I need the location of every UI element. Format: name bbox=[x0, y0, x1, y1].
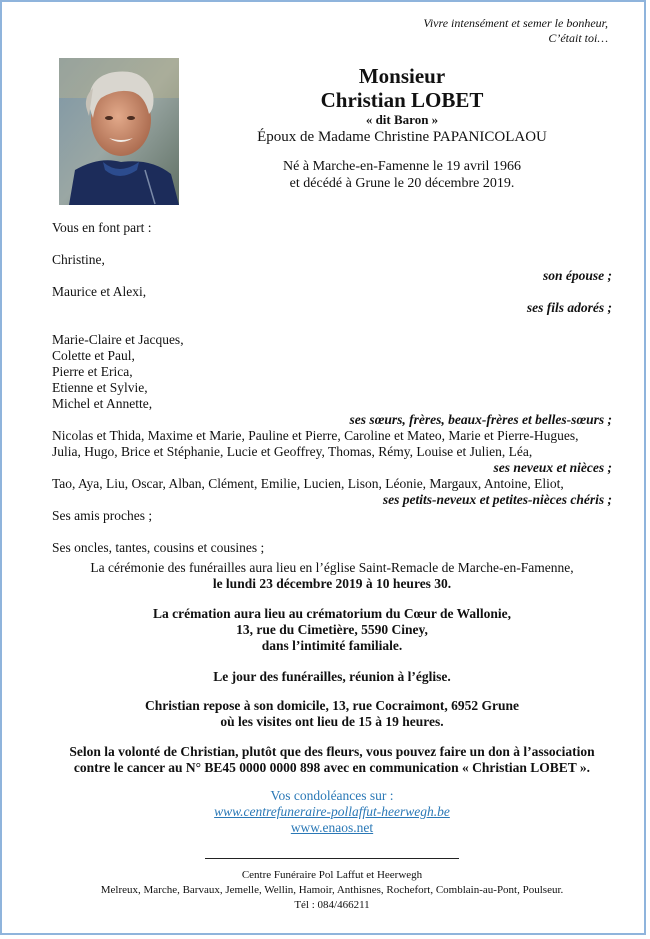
grand-nephews-relation: ses petits-neveux et petites-nièces chéris ; bbox=[382, 492, 612, 507]
nephews-line-2: Julia, Hugo, Brice et Stéphanie, Lucie et Geoffrey, Thomas, Rémy, Louise et Julien, Léa, bbox=[52, 444, 533, 459]
motto-line-2: C’était toi… bbox=[548, 31, 608, 45]
family-list bbox=[52, 220, 612, 556]
cremation-line-3: dans l’intimité familiale. bbox=[261, 638, 403, 653]
spouse-line: Époux de Madame Christine PAPANICOLAOU bbox=[257, 129, 547, 145]
honorific: Monsieur bbox=[358, 64, 446, 88]
donation-block bbox=[42, 744, 622, 776]
header bbox=[202, 64, 602, 192]
intro: Vous en font part : bbox=[52, 220, 152, 235]
spouse-relation: son épouse ; bbox=[542, 268, 612, 283]
funeral-home-link[interactable]: www.centrefuneraire-pollaffut-heerwegh.be bbox=[214, 804, 450, 819]
spouse-name: Christine, bbox=[52, 252, 105, 267]
friends-line: Ses amis proches ; bbox=[52, 508, 153, 523]
donation-line-1: Selon la volonté de Christian, plutôt que des fleurs, vous pouvez faire un don à l’association bbox=[69, 744, 595, 759]
rest-block bbox=[42, 698, 622, 730]
sibling-couple: Etienne et Sylvie, bbox=[52, 380, 148, 395]
siblings-relation: ses sœurs, frères, beaux-frères et belles-sœurs ; bbox=[349, 412, 612, 427]
rest-line-2: où les visites ont lieu de 15 à 19 heures. bbox=[220, 714, 444, 729]
footer-divider bbox=[205, 858, 459, 859]
meeting-text: Le jour des funérailles, réunion à l’église. bbox=[213, 669, 451, 684]
meeting-line bbox=[42, 669, 622, 685]
sibling-couple: Pierre et Erica, bbox=[52, 364, 133, 379]
funeral-home-locations: Melreux, Marche, Barvaux, Jemelle, Wellin, Hamoir, Anthisnes, Rochefort, Comblain-au-Pont, Poulseur. bbox=[100, 884, 564, 896]
funeral-home-name: Centre Funéraire Pol Laffut et Heerwegh bbox=[241, 869, 423, 881]
nephews-line-1: Nicolas et Thida, Maxime et Marie, Pauline et Pierre, Caroline et Mateo, Marie et Pierre-Hugues, bbox=[52, 428, 579, 443]
ceremony-line-1: La cérémonie des funérailles aura lieu en l’église Saint-Remacle de Marche-en-Famenne, bbox=[90, 560, 574, 575]
sibling-couple: Marie-Claire et Jacques, bbox=[52, 332, 184, 347]
funeral-home-phone: Tél : 084/466211 bbox=[294, 899, 370, 911]
cremation-line-2: 13, rue du Cimetière, 5590 Ciney, bbox=[236, 622, 428, 637]
motto bbox=[423, 16, 608, 46]
condolences-label: Vos condoléances sur : bbox=[270, 788, 394, 803]
nickname: « dit Baron » bbox=[365, 112, 439, 127]
motto-line-1: Vivre intensément et semer le bonheur, bbox=[423, 16, 608, 30]
rest-line-1: Christian repose à son domicile, 13, rue Cocraimont, 6952 Grune bbox=[145, 698, 519, 713]
uncles-line: Ses oncles, tantes, cousins et cousines ; bbox=[52, 540, 265, 555]
death-line: et décédé à Grune le 20 décembre 2019. bbox=[289, 176, 515, 191]
portrait-image bbox=[59, 58, 179, 205]
nephews-relation: ses neveux et nièces ; bbox=[493, 460, 612, 475]
cremation-block bbox=[42, 606, 622, 654]
ceremony-block bbox=[42, 560, 622, 592]
deceased-name: Christian LOBET bbox=[320, 88, 484, 112]
portrait-photo bbox=[59, 58, 179, 205]
birth-line: Né à Marche-en-Famenne le 19 avril 1966 bbox=[283, 159, 521, 174]
enaos-link[interactable]: www.enaos.net bbox=[290, 820, 374, 835]
donation-line-2: contre le cancer au N° BE45 0000 0000 898 avec en communication « Christian LOBET ». bbox=[73, 760, 591, 775]
ceremony-line-2: le lundi 23 décembre 2019 à 10 heures 30. bbox=[212, 576, 452, 591]
condolences-block bbox=[42, 788, 622, 836]
sons-names: Maurice et Alexi, bbox=[52, 284, 147, 299]
sibling-couple: Michel et Annette, bbox=[52, 396, 153, 411]
sons-relation: ses fils adorés ; bbox=[526, 300, 612, 315]
cremation-line-1: La crémation aura lieu au crématorium du Cœur de Wallonie, bbox=[153, 606, 511, 621]
footer bbox=[42, 868, 622, 913]
sibling-couple: Colette et Paul, bbox=[52, 348, 135, 363]
grand-nephews: Tao, Aya, Liu, Oscar, Alban, Clément, Emilie, Lucien, Lison, Léonie, Margaux, Antoine, Eliot, bbox=[52, 476, 564, 491]
